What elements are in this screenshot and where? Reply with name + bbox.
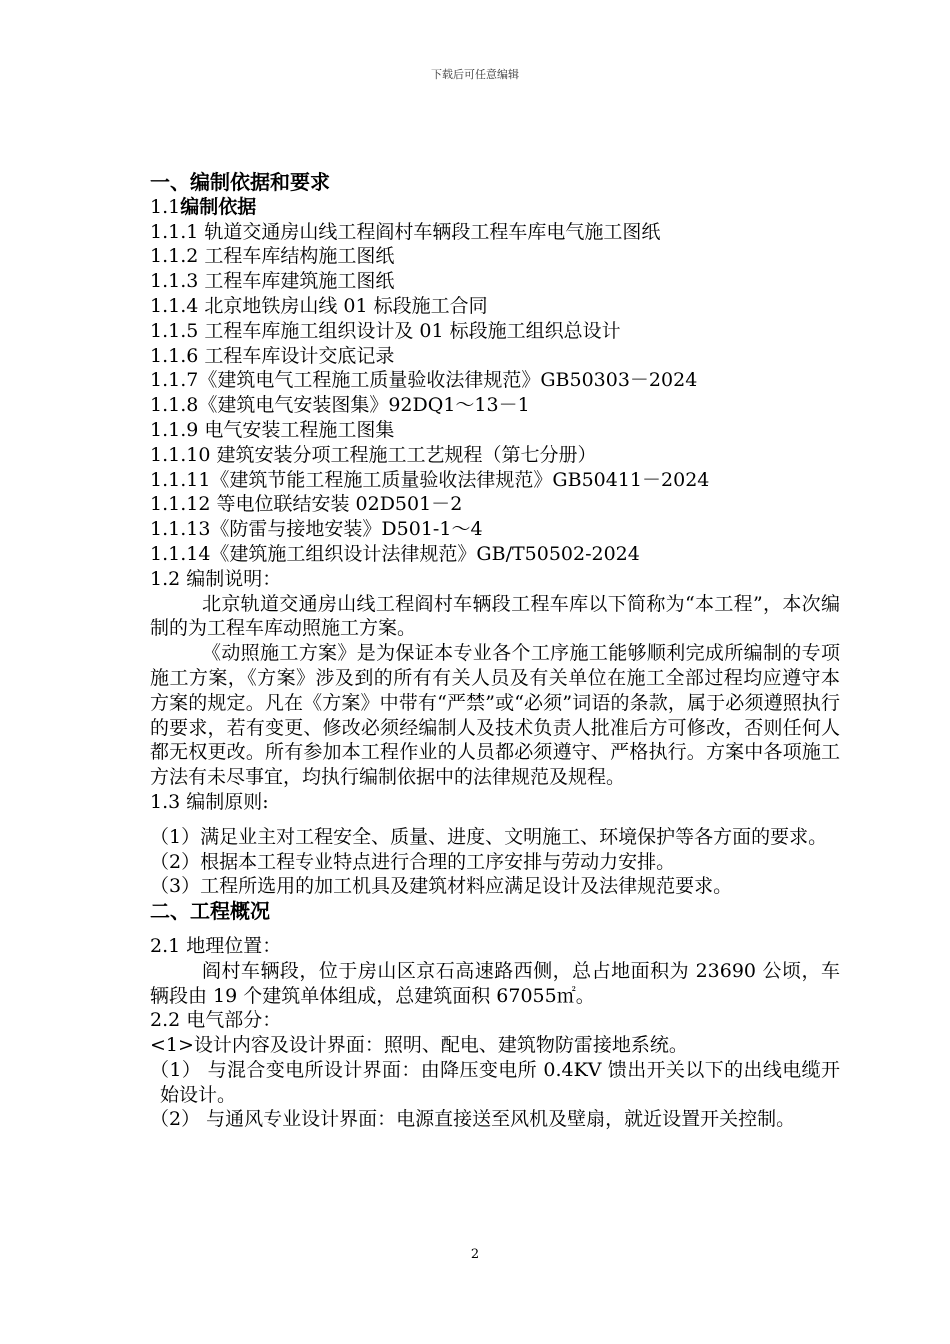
principle-item: （3）工程所选用的加工机具及建筑材料应满足设计及法律规范要求。: [150, 875, 733, 898]
section-2-2-title: 2.2 电气部分：: [150, 1009, 282, 1032]
header-note: 下载后可任意编辑: [431, 68, 519, 81]
basis-item: 1.1.8《建筑电气安装图集》92DQ1～13－1: [150, 394, 530, 417]
electrical-item: （1） 与混合变电所设计界面：由降压变电所 0.4KV 馈出开关以下的出线电缆开始设计。: [150, 1058, 840, 1106]
section-1-2-paragraph-1: 北京轨道交通房山线工程阎村车辆段工程车库以下简称为“本工程”，本次编制的为工程车库动照施工方案。: [150, 592, 840, 640]
basis-item: 1.1.11《建筑节能工程施工质量验收法律规范》GB50411－2024: [150, 468, 710, 491]
section-2-1-title: 2.1 地理位置：: [150, 934, 282, 957]
section-2-title: 二、工程概况: [150, 899, 270, 924]
section-2-1-paragraph: 阎村车辆段，位于房山区京石高速路西侧，总占地面积为 23690 公顷，车辆段由 19 个建筑单体组成，总建筑面积 67055㎡。: [150, 959, 840, 1007]
section-1-3-title: 1.3 编制原则:: [150, 790, 269, 813]
basis-item: 1.1.5 工程车库施工组织设计及 01 标段施工组织总设计: [150, 319, 621, 342]
basis-item: 1.1.13《防雷与接地安装》D501-1～4: [150, 518, 483, 541]
basis-item: 1.1.9 电气安装工程施工图集: [150, 418, 395, 441]
basis-item: 1.1.14《建筑施工组织设计法律规范》GB/T50502-2024: [150, 542, 640, 565]
basis-item: 1.1.7《建筑电气工程施工质量验收法律规范》GB50303－2024: [150, 369, 698, 392]
basis-item: 1.1.10 建筑安装分项工程施工工艺规程（第七分册）: [150, 443, 597, 466]
electrical-item: （2） 与通风专业设计界面：电源直接送至风机及壁扇，就近设置开关控制。: [150, 1108, 796, 1131]
basis-item: 1.1.3 工程车库建筑施工图纸: [150, 270, 395, 293]
section-1-2-paragraph-2: 《动照施工方案》是为保证本专业各个工序施工能够顺利完成所编制的专项施工方案，《方案》涉及到的所有有关人员及有关单位在施工全部过程均应遵守本方案的规定。凡在《方案》中带有“严禁”或“必须”词语的条款，属于必须遵照执行的要求，若有变更、修改必须经编制人及技术负责人批准后方可修改，否则任何人都无权更改。所有参加本工程作业的人员都必须遵守、严格执行。方案中各项施工方法有未尽事宜，均执行编制依据中的法律规范及规程。: [150, 642, 840, 789]
section-1-1-heading: [150, 195, 840, 220]
basis-item: 1.1.4 北京地铁房山线 01 标段施工合同: [150, 294, 488, 317]
section-1-1-number: 1.1: [150, 195, 181, 218]
section-1-title: 一、编制依据和要求: [150, 170, 330, 194]
basis-item: 1.1.2 工程车库结构施工图纸: [150, 245, 395, 268]
principle-item: （2）根据本工程专业特点进行合理的工序安排与劳动力安排。: [150, 850, 676, 873]
section-1-2-title: 1.2 编制说明：: [150, 567, 282, 590]
page-number: 2: [470, 1247, 480, 1262]
basis-item: 1.1.1 轨道交通房山线工程阎村车辆段工程车库电气施工图纸: [150, 220, 661, 243]
principle-item: （1）满足业主对工程安全、质量、进度、文明施工、环境保护等各方面的要求。: [150, 825, 828, 848]
electrical-item: <1>设计内容及设计界面：照明、配电、建筑物防雷接地系统。: [150, 1034, 688, 1057]
basis-item: 1.1.12 等电位联结安装 02D501－2: [150, 493, 463, 516]
basis-item: 1.1.6 工程车库设计交底记录: [150, 344, 395, 367]
section-1-1-title: 编制依据: [180, 195, 257, 218]
document-body: [150, 170, 840, 1132]
